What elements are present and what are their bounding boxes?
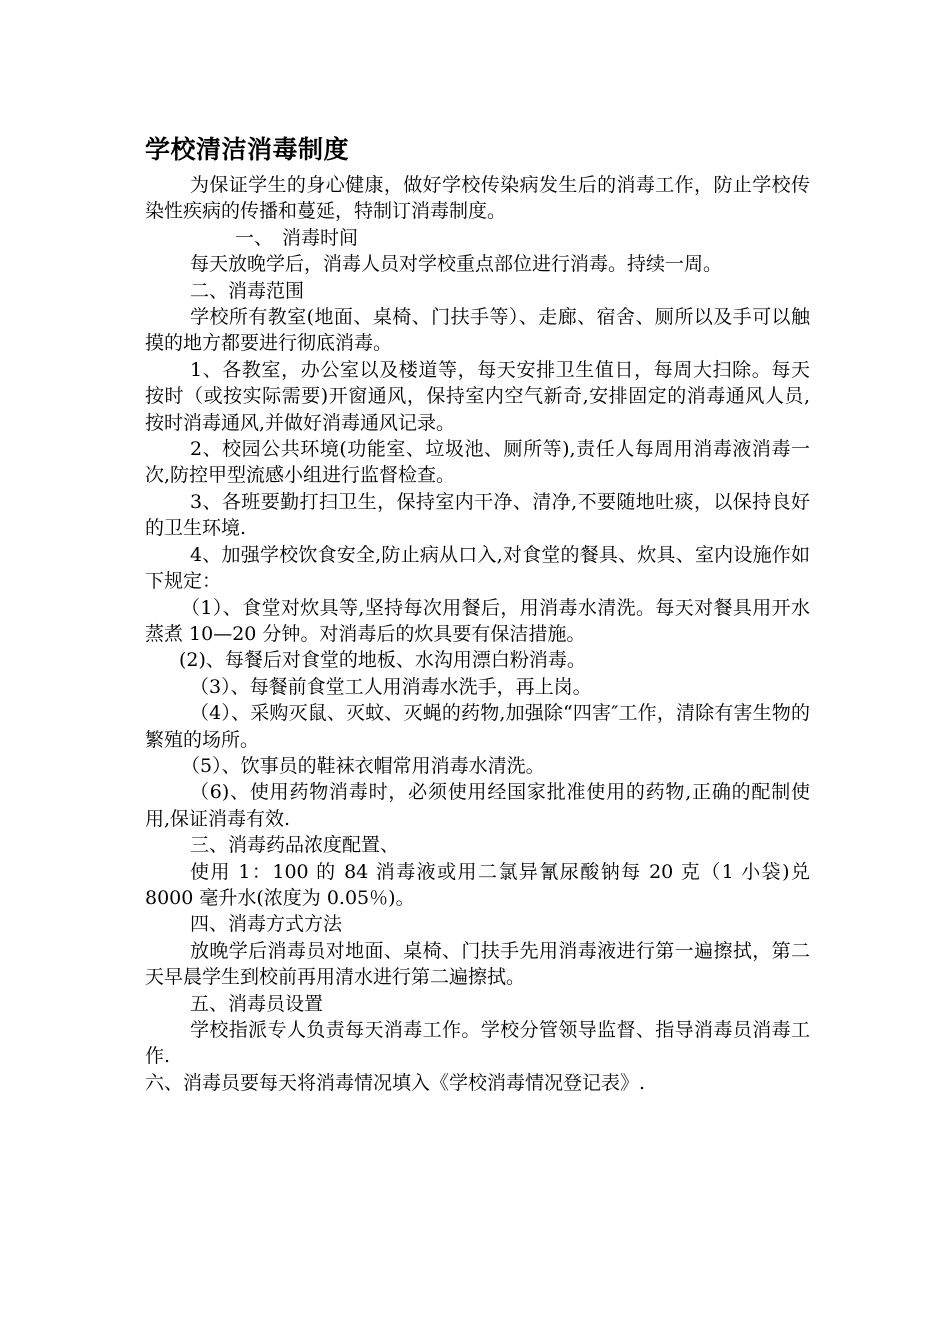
section-number: 一、: [235, 226, 274, 249]
paragraph-subitem-6: （6)、使用药物消毒时，必须使用经国家批准使用的药物,正确的配制使用,保证消毒有效.: [145, 781, 810, 830]
section-heading-method: 四、消毒方式方法: [190, 913, 343, 936]
document-body: [145, 172, 810, 1096]
paragraph-item-1: 1、各教室，办公室以及楼道等，每天安排卫生值日，每周大扫除。每天按时（或按实际需要)开窗通风，保持室内空气新奇,安排固定的消毒通风人员,按时消毒通风,并做好消毒通风记录。: [145, 358, 810, 434]
paragraph-subitem-2: (2)、每餐后对食堂的地板、水沟用漂白粉消毒。: [179, 649, 586, 672]
paragraph-subitem-3: （3）、每餐前食堂工人用消毒水洗手，再上岗。: [190, 675, 592, 698]
paragraph-subitem-4: （4）、采购灭鼠、灭蚊、灭蝇的药物,加强除“四害″工作，清除有害生物的繁殖的场所。: [145, 702, 810, 751]
paragraph-concentration: 使用 1：100 的 84 消毒液或用二氯异氰尿酸钠每 20 克（1 小袋)兑 8000 毫升水(浓度为 0.05％)。: [145, 860, 810, 909]
paragraph-record: 六、消毒员要每天将消毒情况填入《学校消毒情况登记表》.: [145, 1071, 646, 1094]
paragraph-intro: 为保证学生的身心健康，做好学校传染病发生后的消毒工作，防止学校传染性疾病的传播和蔓延，特制订消毒制度。: [145, 174, 810, 223]
document-title: 学校清洁消毒制度: [145, 135, 350, 164]
section-heading-time: [145, 225, 810, 251]
section-heading-scope: 二、消毒范围: [190, 279, 305, 302]
paragraph-subitem-1: （1）、食堂对炊具等,坚持每次用餐后，用消毒水清洗。每天对餐具用开水蒸煮 10—20 分钟。对消毒后的炊具要有保洁措施。: [145, 596, 810, 645]
section-heading-text: 消毒时间: [282, 226, 359, 249]
section-heading-staff: 五、消毒员设置: [190, 992, 324, 1015]
paragraph-staff: 学校指派专人负责每天消毒工作。学校分管领导监督、指导消毒员消毒工作.: [145, 1019, 810, 1068]
paragraph-time: 每天放晚学后，消毒人员对学校重点部位进行消毒。持续一周。: [190, 253, 723, 276]
paragraph-subitem-5: （5）、饮事员的鞋袜衣帽常用消毒水清洗。: [181, 754, 545, 777]
paragraph-item-4: 4、加强学校饮食安全,防止病从口入,对食堂的餐具、炊具、室内设施作如下规定：: [145, 543, 810, 593]
paragraph-item-3: 3、各班要勤打扫卫生，保持室内干净、清净,不要随地吐痰，以保持良好的卫生环境.: [145, 490, 810, 540]
paragraph-method: 放晚学后消毒员对地面、桌椅、门扶手先用消毒液进行第一遍擦拭，第二天早晨学生到校前再用清水进行第二遍擦拭。: [145, 939, 810, 989]
paragraph-item-2: 2、校园公共环境(功能室、垃圾池、厕所等),责任人每周用消毒液消毒一次,防控甲型流感小组进行监督检查。: [145, 438, 810, 487]
paragraph-scope: 学校所有教室(地面、桌椅、门扶手等）、走廊、宿舍、厕所以及手可以触摸的地方都要进行彻底消毒。: [145, 306, 810, 355]
section-heading-concentration: 三、消毒药品浓度配置、: [190, 834, 400, 857]
